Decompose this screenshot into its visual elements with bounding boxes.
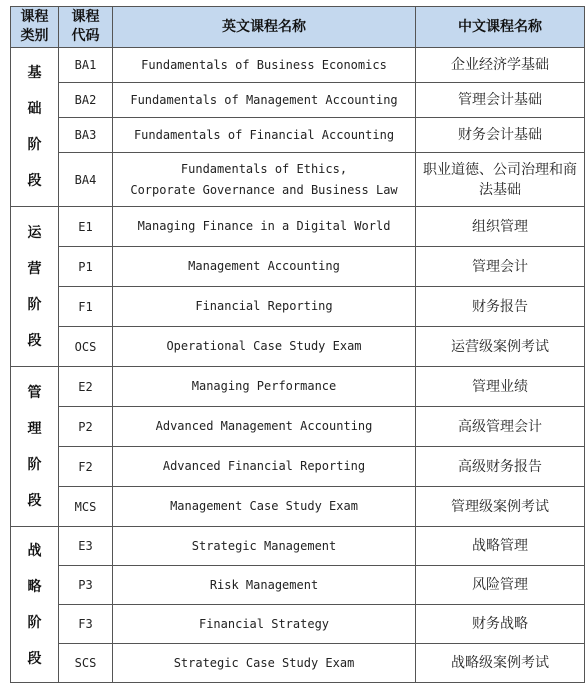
- table-row: [11, 605, 585, 644]
- course-code: P2: [59, 407, 113, 447]
- course-english-name: Managing Performance: [113, 367, 416, 407]
- table-row: [11, 644, 585, 683]
- course-code: F2: [59, 447, 113, 487]
- course-code: E3: [59, 527, 113, 566]
- course-code: F1: [59, 287, 113, 327]
- table-row: [11, 207, 585, 247]
- course-code: P3: [59, 566, 113, 605]
- table-row: [11, 527, 585, 566]
- course-chinese-name: 高级管理会计: [416, 407, 585, 447]
- stage-cell: 管理阶段: [11, 367, 59, 527]
- course-code: BA1: [59, 48, 113, 83]
- table-row: [11, 447, 585, 487]
- header-english-name: 英文课程名称: [113, 7, 416, 48]
- course-english-name: [113, 153, 416, 207]
- table-row: [11, 566, 585, 605]
- course-english-name: Managing Finance in a Digital World: [113, 207, 416, 247]
- course-english-name: Fundamentals of Management Accounting: [113, 83, 416, 118]
- course-chinese-name: 财务会计基础: [416, 118, 585, 153]
- table-row: [11, 327, 585, 367]
- header-category: 课程类别: [11, 7, 59, 48]
- table-row: [11, 287, 585, 327]
- course-english-name: Fundamentals of Business Economics: [113, 48, 416, 83]
- table-row: [11, 247, 585, 287]
- course-english-name: Strategic Management: [113, 527, 416, 566]
- course-chinese-name: 财务报告: [416, 287, 585, 327]
- course-code: P1: [59, 247, 113, 287]
- course-chinese-name: 财务战略: [416, 605, 585, 644]
- course-code: F3: [59, 605, 113, 644]
- course-english-name: Financial Reporting: [113, 287, 416, 327]
- table-row: [11, 83, 585, 118]
- table-row: [11, 367, 585, 407]
- course-english-name: Management Case Study Exam: [113, 487, 416, 527]
- course-english-name: Management Accounting: [113, 247, 416, 287]
- course-code: E2: [59, 367, 113, 407]
- course-chinese-name: 管理会计: [416, 247, 585, 287]
- course-code: OCS: [59, 327, 113, 367]
- course-chinese-name: 战略级案例考试: [416, 644, 585, 683]
- course-english-name-line2: Corporate Governance and Business Law: [130, 182, 398, 197]
- course-english-name: Advanced Financial Reporting: [113, 447, 416, 487]
- stage-cell: 基础阶段: [11, 48, 59, 207]
- header-code: 课程代码: [59, 7, 113, 48]
- table-row: [11, 407, 585, 447]
- course-chinese-name: 运营级案例考试: [416, 327, 585, 367]
- course-chinese-name: 风险管理: [416, 566, 585, 605]
- course-english-name: Risk Management: [113, 566, 416, 605]
- course-chinese-name: 管理业绩: [416, 367, 585, 407]
- course-chinese-name: 组织管理: [416, 207, 585, 247]
- course-code: SCS: [59, 644, 113, 683]
- course-code: BA3: [59, 118, 113, 153]
- course-chinese-name: 职业道德、公司治理和商法基础: [416, 153, 585, 207]
- course-english-name: Strategic Case Study Exam: [113, 644, 416, 683]
- stage-cell: 运营阶段: [11, 207, 59, 367]
- course-code: BA4: [59, 153, 113, 207]
- stage-cell: 战略阶段: [11, 527, 59, 683]
- table-row: [11, 48, 585, 83]
- course-chinese-name: 管理级案例考试: [416, 487, 585, 527]
- course-chinese-name: 高级财务报告: [416, 447, 585, 487]
- table-row: [11, 153, 585, 207]
- header-chinese-name: 中文课程名称: [416, 7, 585, 48]
- course-chinese-name: 管理会计基础: [416, 83, 585, 118]
- header-row: [11, 7, 585, 48]
- course-english-name-line1: Fundamentals of Ethics,: [180, 161, 348, 176]
- course-english-name: Advanced Management Accounting: [113, 407, 416, 447]
- course-chinese-name: 战略管理: [416, 527, 585, 566]
- course-chinese-name: 企业经济学基础: [416, 48, 585, 83]
- course-code: MCS: [59, 487, 113, 527]
- course-code: BA2: [59, 83, 113, 118]
- table-row: [11, 118, 585, 153]
- course-code: E1: [59, 207, 113, 247]
- table-row: [11, 487, 585, 527]
- course-english-name: Operational Case Study Exam: [113, 327, 416, 367]
- course-english-name: Financial Strategy: [113, 605, 416, 644]
- course-english-name: Fundamentals of Financial Accounting: [113, 118, 416, 153]
- course-table: [10, 6, 585, 683]
